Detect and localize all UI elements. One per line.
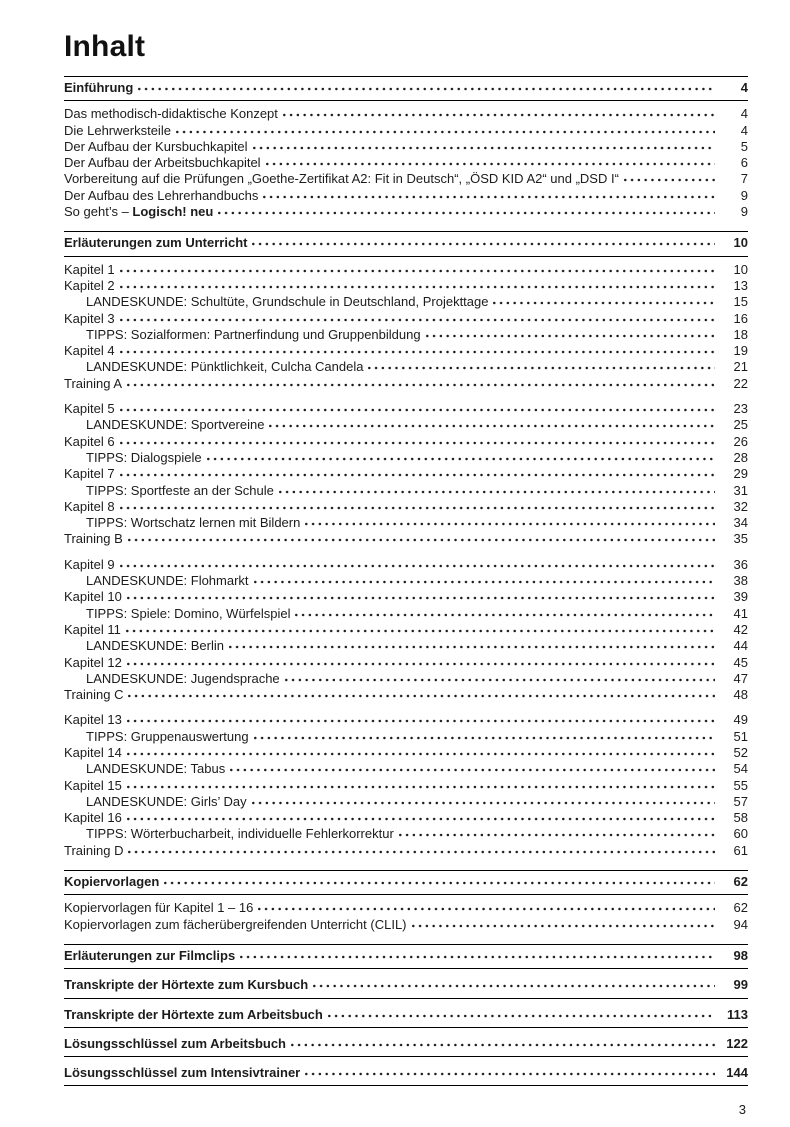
dotted-leader (127, 377, 715, 388)
dotted-leader (127, 656, 715, 667)
toc-entry (64, 589, 748, 605)
entry-label: Kapitel 1 (64, 261, 115, 277)
toc-entry (64, 917, 748, 933)
toc-entry (64, 262, 748, 278)
toc-entry (64, 466, 748, 482)
dotted-leader (218, 205, 715, 216)
entry-label: Kapitel 9 (64, 556, 115, 572)
dotted-leader (258, 901, 715, 912)
entry-label: Training C (64, 687, 124, 703)
entry-label: LANDESKUNDE: Schultüte, Grundschule in Deutschland, Projekttage (86, 294, 489, 310)
entry-page-number: 122 (726, 1035, 748, 1051)
dotted-leader (128, 688, 715, 699)
dotted-leader (120, 402, 715, 413)
entry-page-number: 42 (733, 621, 748, 637)
entry-page-number: 58 (733, 810, 748, 826)
toc-entry (64, 417, 748, 433)
toc-section-header (64, 1033, 748, 1057)
entry-page-number: 35 (733, 531, 748, 547)
entry-page-number: 55 (733, 777, 748, 793)
dotted-leader (127, 746, 715, 757)
dotted-leader (120, 435, 715, 446)
dotted-leader (285, 672, 715, 683)
entry-page-number: 47 (733, 670, 748, 686)
entry-label: Training A (64, 375, 123, 391)
dotted-leader (176, 124, 715, 135)
toc-entry (64, 155, 748, 171)
entry-page-number: 144 (726, 1065, 748, 1081)
dotted-leader (120, 500, 715, 511)
dotted-leader (127, 779, 715, 790)
entry-page-number: 4 (740, 106, 748, 122)
toc-entry (64, 327, 748, 343)
entry-page-number: 113 (727, 1006, 748, 1022)
dotted-leader (207, 451, 715, 462)
entry-label: Der Aufbau der Kursbuchkapitel (64, 138, 248, 154)
dotted-leader (126, 623, 715, 634)
entry-label: Kapitel 6 (64, 433, 115, 449)
dotted-leader (164, 875, 715, 886)
entry-page-number: 22 (733, 375, 748, 391)
toc-entry (64, 499, 748, 515)
entry-label: Transkripte der Hörtexte zum Arbeitsbuch (64, 1006, 323, 1022)
entry-page-number: 94 (733, 916, 748, 932)
entry-label: Kapitel 3 (64, 310, 115, 326)
entry-label: TIPPS: Sportfeste an der Schule (86, 482, 274, 498)
toc-entry (64, 638, 748, 654)
entry-label: LANDESKUNDE: Jugendsprache (86, 670, 280, 686)
entry-page-number: 51 (733, 728, 748, 744)
entry-page-number: 62 (733, 900, 748, 916)
entry-page-number: 38 (733, 573, 748, 589)
entry-page-number: 6 (740, 155, 748, 171)
dotted-leader (279, 484, 715, 495)
dotted-leader (138, 81, 715, 92)
entry-page-number: 36 (733, 556, 748, 572)
entry-page-number: 16 (733, 310, 748, 326)
entry-page-number: 57 (733, 793, 748, 809)
entry-page-number: 5 (740, 138, 748, 154)
dotted-leader (127, 590, 715, 601)
toc-entry (64, 359, 748, 375)
entry-label: Kapitel 7 (64, 466, 115, 482)
toc-entry (64, 622, 748, 638)
toc-entry (64, 843, 748, 859)
dotted-leader (128, 844, 715, 855)
dotted-leader (120, 312, 715, 323)
toc-entry (64, 204, 748, 220)
entry-page-number: 34 (733, 515, 748, 531)
toc-entry (64, 687, 748, 703)
toc-section-header (64, 1062, 748, 1086)
dotted-leader (493, 295, 715, 306)
entry-label: LANDESKUNDE: Berlin (86, 638, 224, 654)
toc-entry (64, 171, 748, 187)
toc-entry (64, 573, 748, 589)
entry-page-number: 49 (733, 712, 748, 728)
entry-page-number: 60 (733, 826, 748, 842)
entry-label: Der Aufbau des Lehrerhandbuchs (64, 187, 259, 203)
entry-label: LANDESKUNDE: Tabus (86, 761, 226, 777)
dotted-leader (254, 574, 715, 585)
toc-entry (64, 810, 748, 826)
entry-label: Kapitel 14 (64, 744, 122, 760)
dotted-leader (230, 762, 715, 773)
entry-page-number: 9 (740, 204, 748, 220)
entry-page-number: 31 (733, 482, 748, 498)
dotted-leader (283, 107, 715, 118)
entry-label-bold: Logisch! neu (132, 204, 214, 220)
entry-label: TIPPS: Wörterbucharbeit, individuelle Fehlerkorrektur (86, 826, 394, 842)
dotted-leader (399, 827, 715, 838)
toc-entry (64, 188, 748, 204)
entry-page-number: 10 (733, 235, 748, 251)
entry-page-number: 52 (733, 744, 748, 760)
entry-label: Kapitel 2 (64, 277, 115, 293)
entry-page-number: 23 (733, 401, 748, 417)
toc-entry (64, 712, 748, 728)
entry-page-number: 28 (733, 449, 748, 465)
entry-page-number: 44 (733, 638, 748, 654)
toc-entry (64, 123, 748, 139)
dotted-leader (313, 978, 715, 989)
toc-entry (64, 294, 748, 310)
entry-label: Kapitel 16 (64, 810, 122, 826)
entry-page-number: 9 (740, 187, 748, 203)
toc-entry (64, 483, 748, 499)
dotted-leader (269, 418, 715, 429)
entry-label: Kapitel 15 (64, 777, 122, 793)
entry-page-number: 39 (733, 589, 748, 605)
entry-page-number: 25 (733, 417, 748, 433)
entry-label: Kapitel 10 (64, 589, 122, 605)
dotted-leader (305, 1066, 715, 1077)
dotted-leader (127, 811, 715, 822)
toc-section-header (64, 944, 748, 969)
entry-page-number: 19 (733, 343, 748, 359)
entry-page-number: 10 (733, 261, 748, 277)
dotted-leader (305, 516, 715, 527)
entry-label: Kopiervorlagen (64, 874, 160, 890)
entry-page-number: 26 (733, 433, 748, 449)
toc-entry (64, 900, 748, 916)
entry-label: Kapitel 4 (64, 343, 115, 359)
toc-entry (64, 139, 748, 155)
toc (64, 76, 748, 1086)
entry-page-number: 13 (733, 277, 748, 293)
entry-page-number: 45 (733, 654, 748, 670)
dotted-leader (240, 949, 715, 960)
dotted-leader (120, 558, 715, 569)
entry-label: Die Lehrwerksteile (64, 122, 171, 138)
footer-page-number: 3 (738, 1102, 746, 1118)
toc-entry (64, 794, 748, 810)
dotted-leader (253, 140, 715, 151)
entry-label: TIPPS: Gruppenauswertung (86, 728, 249, 744)
toc-section-header (64, 1004, 748, 1028)
toc-section-header (64, 974, 748, 998)
entry-label: Lösungsschlüssel zum Arbeitsbuch (64, 1035, 287, 1051)
entry-label: Kapitel 5 (64, 401, 115, 417)
dotted-leader (266, 156, 715, 167)
toc-entry (64, 606, 748, 622)
entry-label: Kopiervorlagen zum fächerübergreifenden Unterricht (CLIL) (64, 916, 407, 932)
toc-entry (64, 515, 748, 531)
dotted-leader (254, 730, 715, 741)
dotted-leader (120, 263, 715, 274)
toc-entry (64, 376, 748, 392)
toc-entry (64, 434, 748, 450)
entry-label: Training D (64, 842, 124, 858)
dotted-leader (412, 918, 715, 929)
dotted-leader (252, 795, 715, 806)
entry-page-number: 62 (733, 874, 748, 890)
entry-label: Transkripte der Hörtexte zum Kursbuch (64, 977, 309, 993)
toc-entry (64, 778, 748, 794)
dotted-leader (128, 532, 715, 543)
entry-page-number: 41 (733, 605, 748, 621)
toc-entry (64, 655, 748, 671)
toc-entry (64, 729, 748, 745)
dotted-leader (120, 467, 715, 478)
dotted-leader (295, 607, 715, 618)
dotted-leader (120, 279, 715, 290)
entry-label: Kapitel 13 (64, 712, 122, 728)
entry-page-number: 99 (733, 977, 748, 993)
toc-entry (64, 311, 748, 327)
toc-entry (64, 745, 748, 761)
dotted-leader (229, 639, 715, 650)
entry-label: Kapitel 8 (64, 498, 115, 514)
entry-label: LANDESKUNDE: Sportvereine (86, 417, 265, 433)
entry-label: TIPPS: Spiele: Domino, Würfelspiel (86, 605, 291, 621)
entry-label: Erläuterungen zur Filmclips (64, 947, 236, 963)
dotted-leader (624, 172, 715, 183)
entry-label: Training B (64, 531, 123, 547)
entry-label: TIPPS: Sozialformen: Partnerfindung und Gruppenbildung (86, 326, 421, 342)
toc-entry (64, 826, 748, 842)
entry-label: LANDESKUNDE: Flohmarkt (86, 573, 249, 589)
dotted-leader (252, 236, 715, 247)
toc-section-header (64, 231, 748, 256)
entry-page-number: 54 (733, 761, 748, 777)
entry-page-number: 29 (733, 466, 748, 482)
toc-entry (64, 106, 748, 122)
entry-label: Das methodisch-didaktische Konzept (64, 106, 278, 122)
entry-page-number: 32 (733, 498, 748, 514)
entry-page-number: 18 (733, 326, 748, 342)
page-title: Inhalt (64, 30, 146, 63)
toc-entry (64, 278, 748, 294)
entry-page-number: 15 (733, 294, 748, 310)
entry-page-number: 4 (740, 80, 748, 95)
entry-label: LANDESKUNDE: Girls’ Day (86, 793, 247, 809)
entry-label: LANDESKUNDE: Pünktlichkeit, Culcha Candela (86, 359, 364, 375)
toc-entry (64, 450, 748, 466)
entry-label: Der Aufbau der Arbeitsbuchkapitel (64, 155, 261, 171)
entry-label: Kapitel 11 (64, 621, 121, 637)
entry-page-number: 21 (733, 359, 748, 375)
entry-label: Einführung (64, 80, 134, 95)
entry-page-number: 7 (740, 171, 748, 187)
toc-entry (64, 671, 748, 687)
entry-label: TIPPS: Wortschatz lernen mit Bildern (86, 515, 301, 531)
entry-page-number: 98 (733, 947, 748, 963)
dotted-leader (120, 344, 715, 355)
dotted-leader (263, 189, 715, 200)
entry-label: So geht’s – (64, 204, 133, 220)
dotted-leader (291, 1037, 715, 1048)
toc-entry (64, 343, 748, 359)
entry-label: Kapitel 12 (64, 654, 122, 670)
entry-label: Kopiervorlagen für Kapitel 1 – 16 (64, 900, 254, 916)
toc-section-header (64, 76, 748, 101)
dotted-leader (328, 1008, 715, 1019)
entry-label: TIPPS: Dialogspiele (86, 449, 202, 465)
entry-label: Lösungsschlüssel zum Intensivtrainer (64, 1065, 301, 1081)
toc-entry (64, 531, 748, 547)
dotted-leader (127, 713, 715, 724)
dotted-leader (426, 328, 715, 339)
toc-entry (64, 557, 748, 573)
entry-page-number: 48 (733, 687, 748, 703)
entry-page-number: 61 (733, 842, 748, 858)
entry-label: Erläuterungen zum Unterricht (64, 235, 248, 251)
dotted-leader (368, 360, 715, 371)
toc-entry (64, 401, 748, 417)
entry-page-number: 4 (740, 122, 748, 138)
entry-label: Vorbereitung auf die Prüfungen „Goethe-Zertifikat A2: Fit in Deutsch“, „ÖSD KID A2“ und „DSD I“ (64, 171, 619, 187)
toc-entry (64, 761, 748, 777)
toc-section-header (64, 870, 748, 895)
